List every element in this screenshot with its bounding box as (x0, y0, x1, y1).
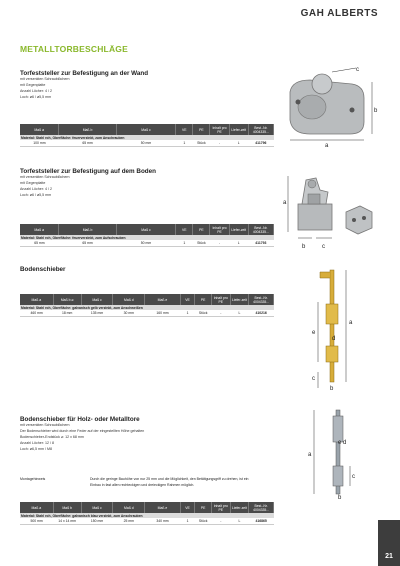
page-number-tab (378, 520, 400, 566)
cell: 500 mm (20, 518, 53, 525)
article-number: 411796 (248, 140, 273, 147)
col-header: VE (176, 224, 193, 235)
cell: 50 mm (116, 240, 175, 247)
article-number: 411793 (248, 240, 273, 247)
cell: L (229, 140, 248, 147)
product-title: Torfeststeller zur Befestigung an der Wand (20, 70, 149, 77)
spec-line: Anzahl Löcher: 4 / 2 (20, 186, 52, 191)
material-text: Material: Stahl roh, Oberfläche: galvanisch blau verzinkt, zum Anschrauben (20, 513, 274, 518)
dim-label: d (343, 440, 347, 446)
cell: 30 mm (113, 310, 145, 317)
spec-line: mit versenkten Schraublöchern (20, 423, 70, 427)
cell: L (230, 310, 249, 317)
product-table-4 (20, 502, 274, 525)
dim-label: e (312, 330, 316, 336)
product-3 (20, 266, 268, 273)
cell: Stück (193, 140, 210, 147)
col-header: Inhalt pro PE (212, 502, 231, 513)
spec-line: Anzahl Löcher: 4 / 2 (20, 88, 52, 93)
table-header-row (20, 224, 274, 235)
col-header: Maß d (113, 294, 145, 305)
floor-bolt-image (300, 264, 370, 392)
cell: - (210, 240, 229, 247)
dim-label: b (330, 386, 334, 392)
cell: Stück (193, 240, 210, 247)
col-header: Liefer-zeit (230, 502, 249, 513)
col-header: Best.-Nr. 4004335... (248, 224, 273, 235)
col-header: Maß b (59, 124, 116, 135)
dim-label: c (352, 474, 355, 480)
wall-gate-holder-image (282, 62, 382, 150)
product-4 (20, 416, 268, 453)
dim-label: c (356, 67, 359, 73)
material-text: Material: Stahl roh, Oberfläche: galvanisch gelb verzinkt, zum Anschweißen (20, 305, 274, 310)
cell: 18 mm (53, 310, 81, 317)
cell: L (230, 518, 249, 525)
table-row (20, 140, 274, 147)
floor-gate-holder-image (282, 170, 382, 254)
product-table-1 (20, 124, 274, 147)
montage-label: Montagehinweis (20, 477, 46, 481)
cell: Stück (195, 310, 212, 317)
col-header: PE (195, 502, 212, 513)
cell: 65 mm (59, 240, 116, 247)
cell: 65 mm (59, 140, 116, 147)
col-header: Maß b ⌀ (53, 294, 81, 305)
cell: 50 mm (116, 140, 175, 147)
col-header: Maß b (53, 502, 81, 513)
montage-line: Durch die geringe Bauhöhe von nur 25 mm und die Möglichkeit, den Betätigungsgriff zu drehen, ist ein (90, 477, 249, 481)
product-table-2 (20, 224, 274, 247)
dim-label: c (322, 244, 325, 250)
cell: 160 mm (145, 310, 181, 317)
col-header: Maß d (113, 502, 145, 513)
col-header: PE (195, 294, 212, 305)
cell: - (212, 518, 231, 525)
cell: 65 mm (20, 240, 59, 247)
product-2 (20, 168, 268, 199)
cell: L (229, 240, 248, 247)
col-header: Best.-Nr. 4004335... (248, 124, 273, 135)
col-header: Maß c (116, 124, 175, 135)
article-number: 416865 (249, 518, 274, 525)
section-title: METALLTORBESCHLÄGE (20, 44, 128, 54)
spec-line: mit versenkten Schraublöchern (20, 77, 70, 81)
spec-line: Loch: ø6 / ø5,5 mm (20, 192, 52, 197)
blue-floor-bolt-image (300, 406, 370, 500)
col-header: Maß c (81, 294, 113, 305)
col-header: Maß c (116, 224, 175, 235)
material-text: Material: Stahl roh, Oberfläche: feuerverzinkt, zum Aufschrauben (20, 235, 274, 240)
col-header: VE (180, 294, 195, 305)
dim-label: b (338, 495, 342, 500)
spec-line: Anzahl Löcher: 12 / 8 (20, 440, 54, 445)
table-header-row (20, 124, 274, 135)
spec-line: Der Bodenschieber wird durch eine Feder auf der eingestellten Höhe gehalten (20, 428, 145, 433)
cell: 14 x 14 mm (53, 518, 81, 525)
col-header: Maß b (59, 224, 116, 235)
page-number: 21 (385, 553, 393, 560)
col-header: Maß e (145, 502, 181, 513)
dim-label: b (374, 108, 378, 114)
spec-line: Loch: ø6 / ø5,5 mm (20, 94, 52, 99)
col-header: Maß a (20, 502, 53, 513)
table-header-row (20, 502, 274, 513)
spec-line: Bodenschieber-Endstück ⌀: 12 x 68 mm (20, 434, 84, 439)
brand-logo (301, 8, 378, 19)
dim-label: c (312, 376, 315, 382)
col-header: Inhalt pro PE (210, 224, 229, 235)
dim-label: b (302, 244, 306, 250)
col-header: VE (176, 124, 193, 135)
dim-label: a (283, 200, 287, 206)
col-header: Inhalt pro PE (210, 124, 229, 135)
product-title: Bodenschieber (20, 266, 66, 273)
col-header: Liefer-zeit (230, 294, 249, 305)
dim-label: e (338, 440, 342, 446)
cell: 460 mm (20, 310, 53, 317)
montage-line: Einbau in fast allen rechteckigen und dreieckigen Rahmen möglich. (90, 483, 195, 487)
dim-label: d (332, 336, 336, 342)
dim-label: a (349, 320, 353, 326)
material-text: Material: Stahl roh, Oberfläche: feuerverzinkt, zum Anschrauben (20, 135, 274, 140)
col-header: Inhalt pro PE (212, 294, 231, 305)
col-header: Best.-Nr. 4004335... (249, 502, 274, 513)
col-header: Liefer-zeit (229, 124, 248, 135)
spec-line: mit Gegenplatte (20, 82, 46, 87)
dim-label: a (308, 452, 312, 458)
product-1 (20, 70, 268, 101)
cell: 1 (180, 518, 195, 525)
col-header: Maß c (81, 502, 113, 513)
cell: 1 (176, 140, 193, 147)
table-header-row (20, 294, 274, 305)
cell: Stück (195, 518, 212, 525)
cell: - (210, 140, 229, 147)
montage-text (90, 476, 280, 488)
col-header: VE (180, 502, 195, 513)
col-header: Maß a (20, 294, 53, 305)
table-row (20, 310, 274, 317)
cell: 135 mm (81, 310, 113, 317)
cell: - (212, 310, 231, 317)
cell: 150 mm (81, 518, 113, 525)
brand-text: GAH ALBERTS (300, 8, 378, 19)
table-row (20, 240, 274, 247)
col-header: Maß a (20, 224, 59, 235)
cell: 100 mm (20, 140, 59, 147)
col-header: Liefer-zeit (229, 224, 248, 235)
spec-line: mit versenkten Schraublöchern (20, 175, 70, 179)
article-number: 410216 (249, 310, 274, 317)
cell: 25 mm (113, 518, 145, 525)
product-table-3 (20, 294, 274, 317)
col-header: Maß e (145, 294, 181, 305)
col-header: PE (193, 124, 210, 135)
product-title: Torfeststeller zur Befestigung auf dem Boden (20, 168, 156, 175)
col-header: Maß a (20, 124, 59, 135)
table-row (20, 518, 274, 525)
dim-label: a (325, 143, 329, 149)
col-header: Best.-Nr. 4004335... (249, 294, 274, 305)
col-header: PE (193, 224, 210, 235)
cell: 1 (176, 240, 193, 247)
product-title: Bodenschieber für Holz- oder Metalltore (20, 416, 140, 423)
spec-line: Loch: ø6,5 mm / M8 (20, 446, 52, 451)
spec-line: mit Gegenplatte (20, 180, 46, 185)
cell: 340 mm (145, 518, 181, 525)
cell: 1 (180, 310, 195, 317)
